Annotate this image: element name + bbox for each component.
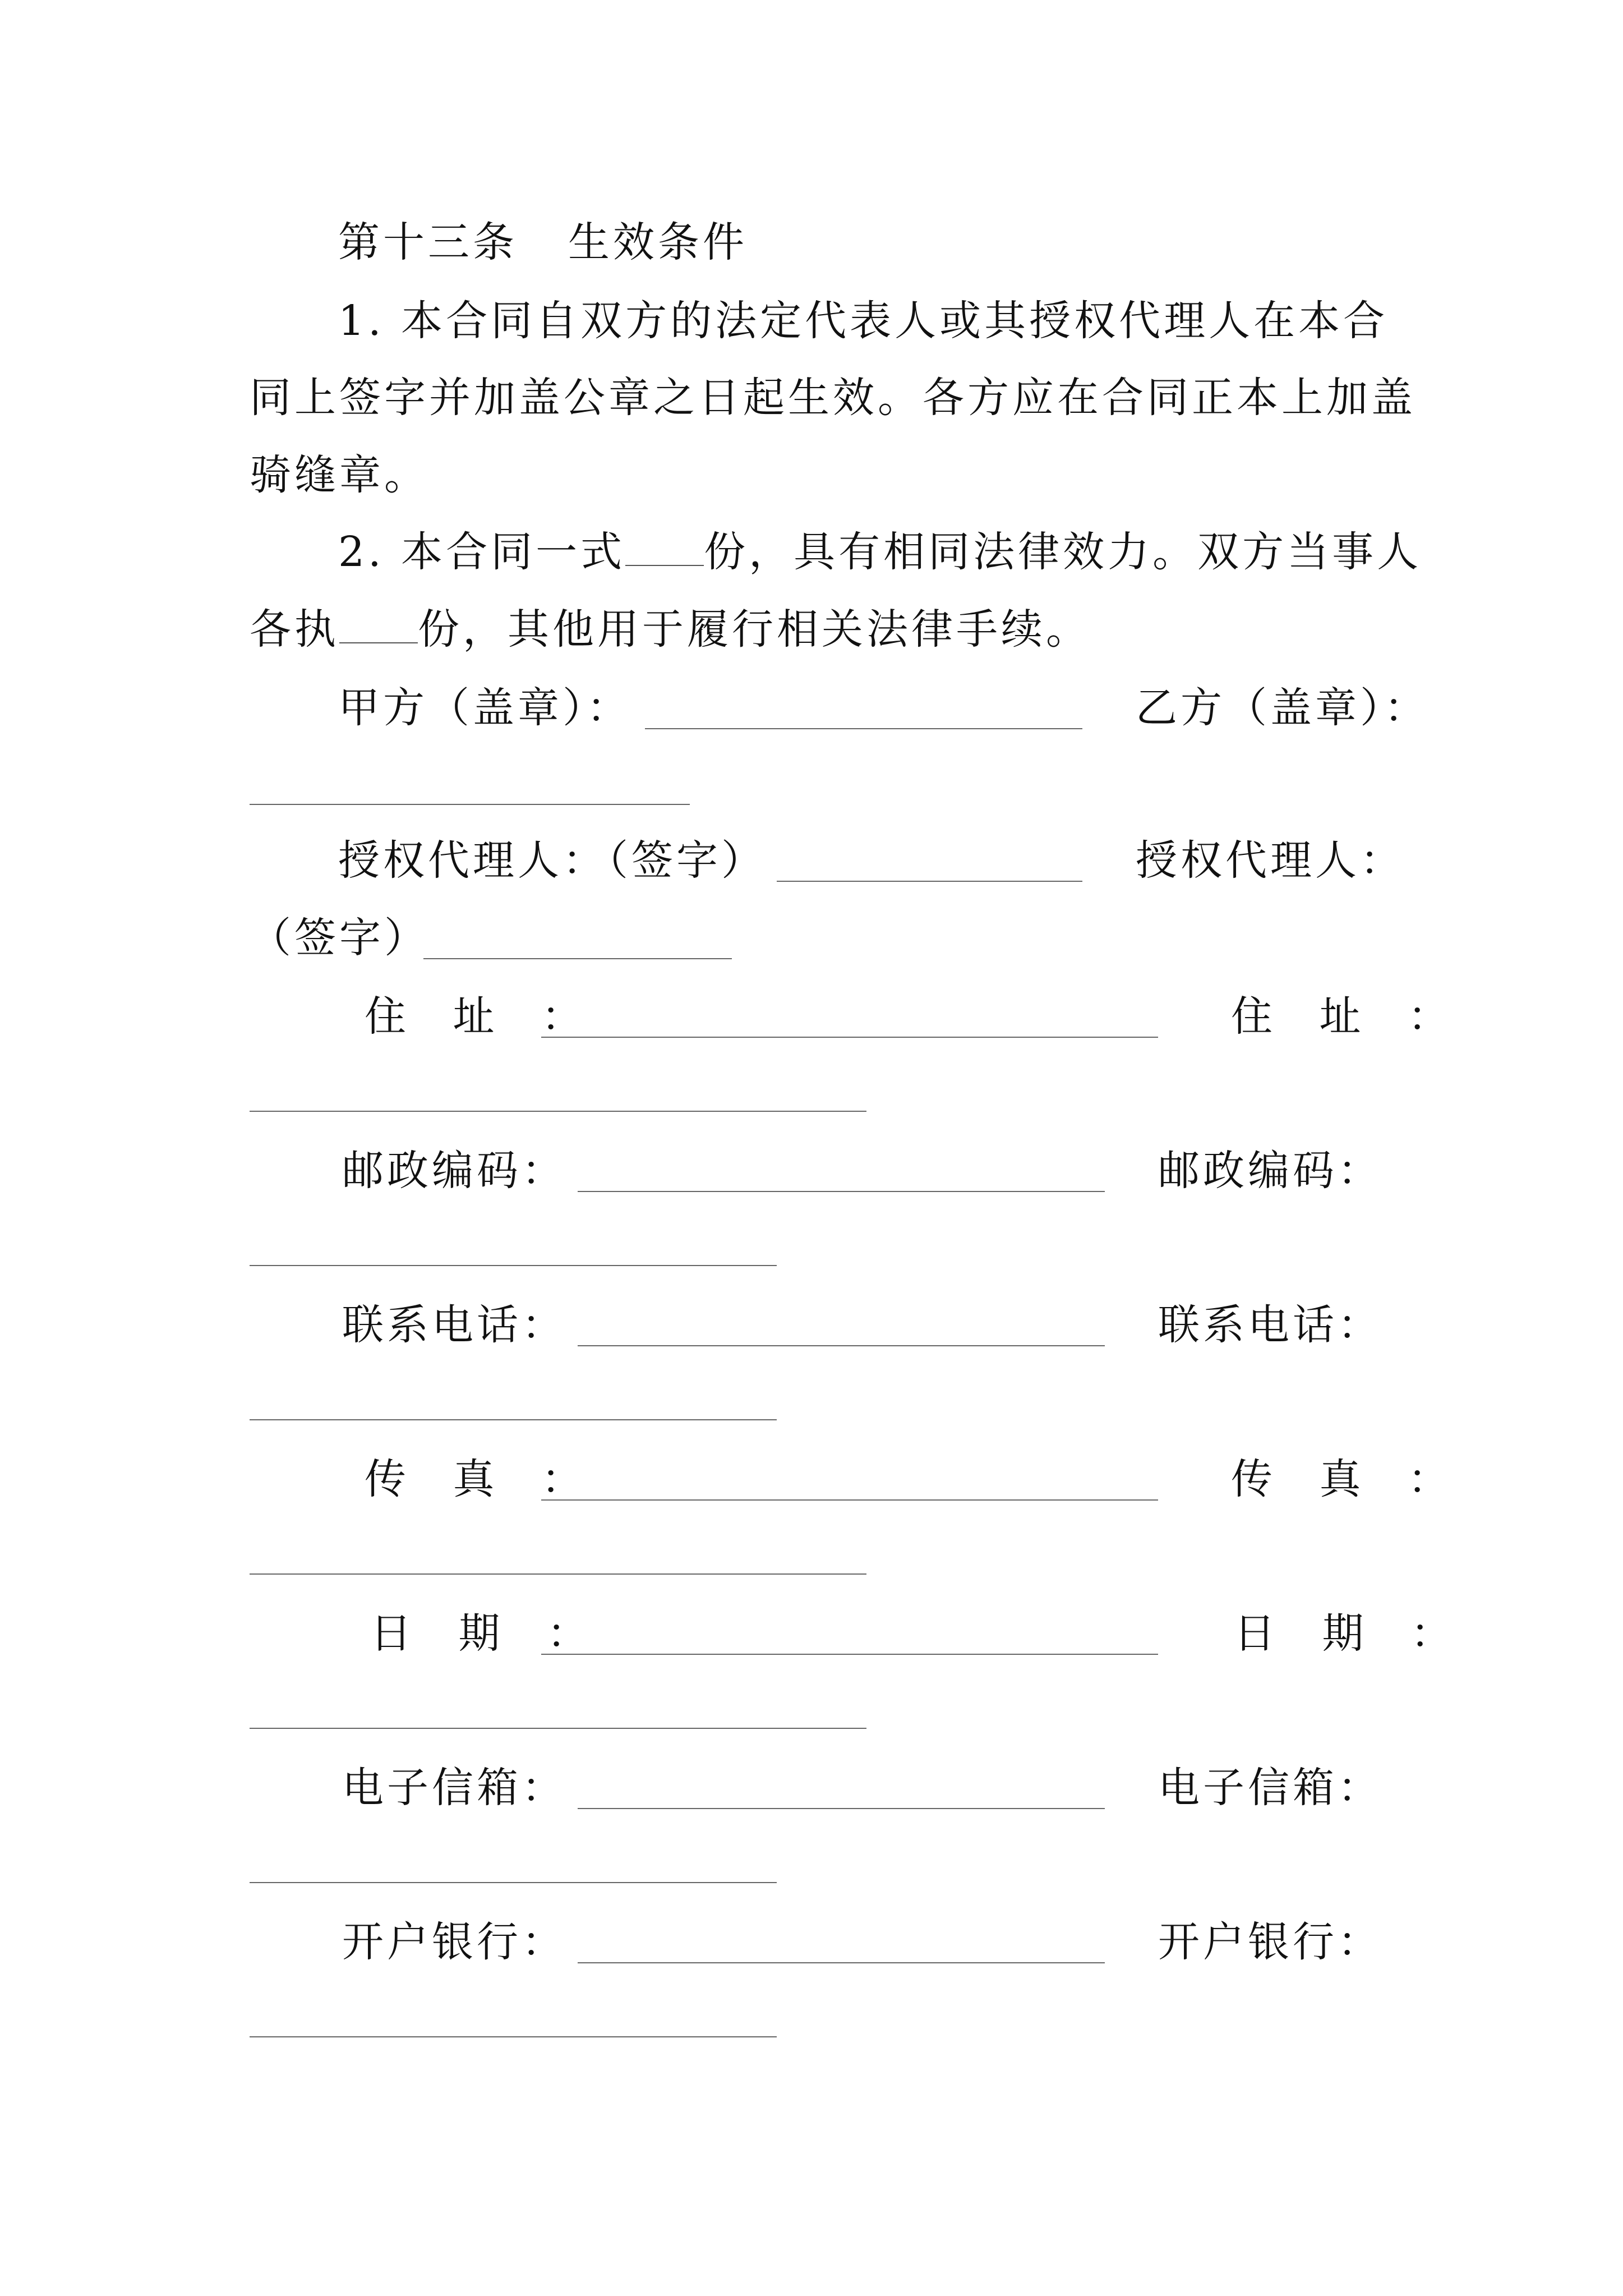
party-a-seal-label: 甲方（盖章）： [338, 684, 631, 732]
agent-a-sign-field[interactable] [777, 881, 1082, 882]
agent-b-sign-field[interactable] [423, 958, 732, 959]
clause-1-line-2: 同上签字并加盖公章之日起生效。各方应在合同正本上加盖 [250, 374, 1416, 422]
agent-b-sign-label: （签字） [250, 914, 429, 962]
phone-a-label: 联系电话： [342, 1301, 566, 1349]
date-a-label: 日 期 ： [370, 1609, 606, 1658]
agent-b-label: 授权代理人： [1136, 836, 1405, 885]
fax-a-label: 传 真 ： [365, 1455, 600, 1503]
party-a-seal-field[interactable] [645, 728, 1082, 729]
email-b-field[interactable] [250, 1882, 777, 1883]
fax-b-label: 传 真 ： [1231, 1455, 1467, 1503]
address-a-label: 住 址 ： [365, 992, 600, 1041]
agent-a-label: 授权代理人：（签字） [338, 836, 766, 885]
copies-each-blank[interactable] [339, 609, 418, 643]
article-title: 生效条件 [568, 218, 748, 266]
party-b-seal-label: 乙方（盖章）： [1136, 684, 1429, 732]
clause-2-line-1-part-a: 2. 本合同一式 [338, 528, 626, 576]
address-b-field[interactable] [250, 1111, 866, 1112]
email-a-label: 电子信箱： [342, 1764, 566, 1812]
date-a-field[interactable] [541, 1654, 1158, 1655]
phone-a-field[interactable] [578, 1345, 1105, 1346]
date-b-field[interactable] [250, 1728, 866, 1729]
date-b-label: 日 期 ： [1234, 1609, 1469, 1658]
fax-b-field[interactable] [250, 1573, 866, 1575]
clause-2-line-1 [338, 528, 1422, 576]
phone-b-label: 联系电话： [1158, 1301, 1382, 1349]
bank-b-field[interactable] [250, 2036, 777, 2037]
clause-2-line-2 [250, 605, 1091, 654]
clause-1-line-3: 骑缝章。 [250, 451, 429, 499]
clause-2-line-2-part-b: 份，其他用于履行相关法律手续。 [418, 605, 1091, 654]
bank-b-label: 开户银行： [1158, 1918, 1382, 1966]
postcode-b-field[interactable] [250, 1265, 777, 1266]
party-b-seal-field[interactable] [250, 804, 690, 805]
phone-b-field[interactable] [250, 1419, 777, 1420]
clause-2-line-2-part-a: 各执 [250, 605, 339, 654]
article-heading [338, 218, 748, 266]
email-a-field[interactable] [578, 1808, 1105, 1809]
postcode-a-field[interactable] [578, 1191, 1105, 1192]
clause-1-line-1: 1. 本合同自双方的法定代表人或其授权代理人在本合 [338, 297, 1389, 345]
clause-2-line-1-part-b: 份，具有相同法律效力。双方当事人 [704, 528, 1422, 576]
bank-a-field[interactable] [578, 1962, 1105, 1963]
copies-total-blank[interactable] [625, 531, 704, 566]
fax-a-field[interactable] [541, 1499, 1158, 1501]
address-a-field[interactable] [541, 1037, 1158, 1038]
bank-a-label: 开户银行： [342, 1918, 566, 1966]
postcode-a-label: 邮政编码： [342, 1147, 566, 1195]
postcode-b-label: 邮政编码： [1158, 1147, 1382, 1195]
article-number: 第十三条 [338, 218, 518, 266]
address-b-label: 住 址 ： [1231, 992, 1467, 1041]
email-b-label: 电子信箱： [1158, 1764, 1382, 1812]
